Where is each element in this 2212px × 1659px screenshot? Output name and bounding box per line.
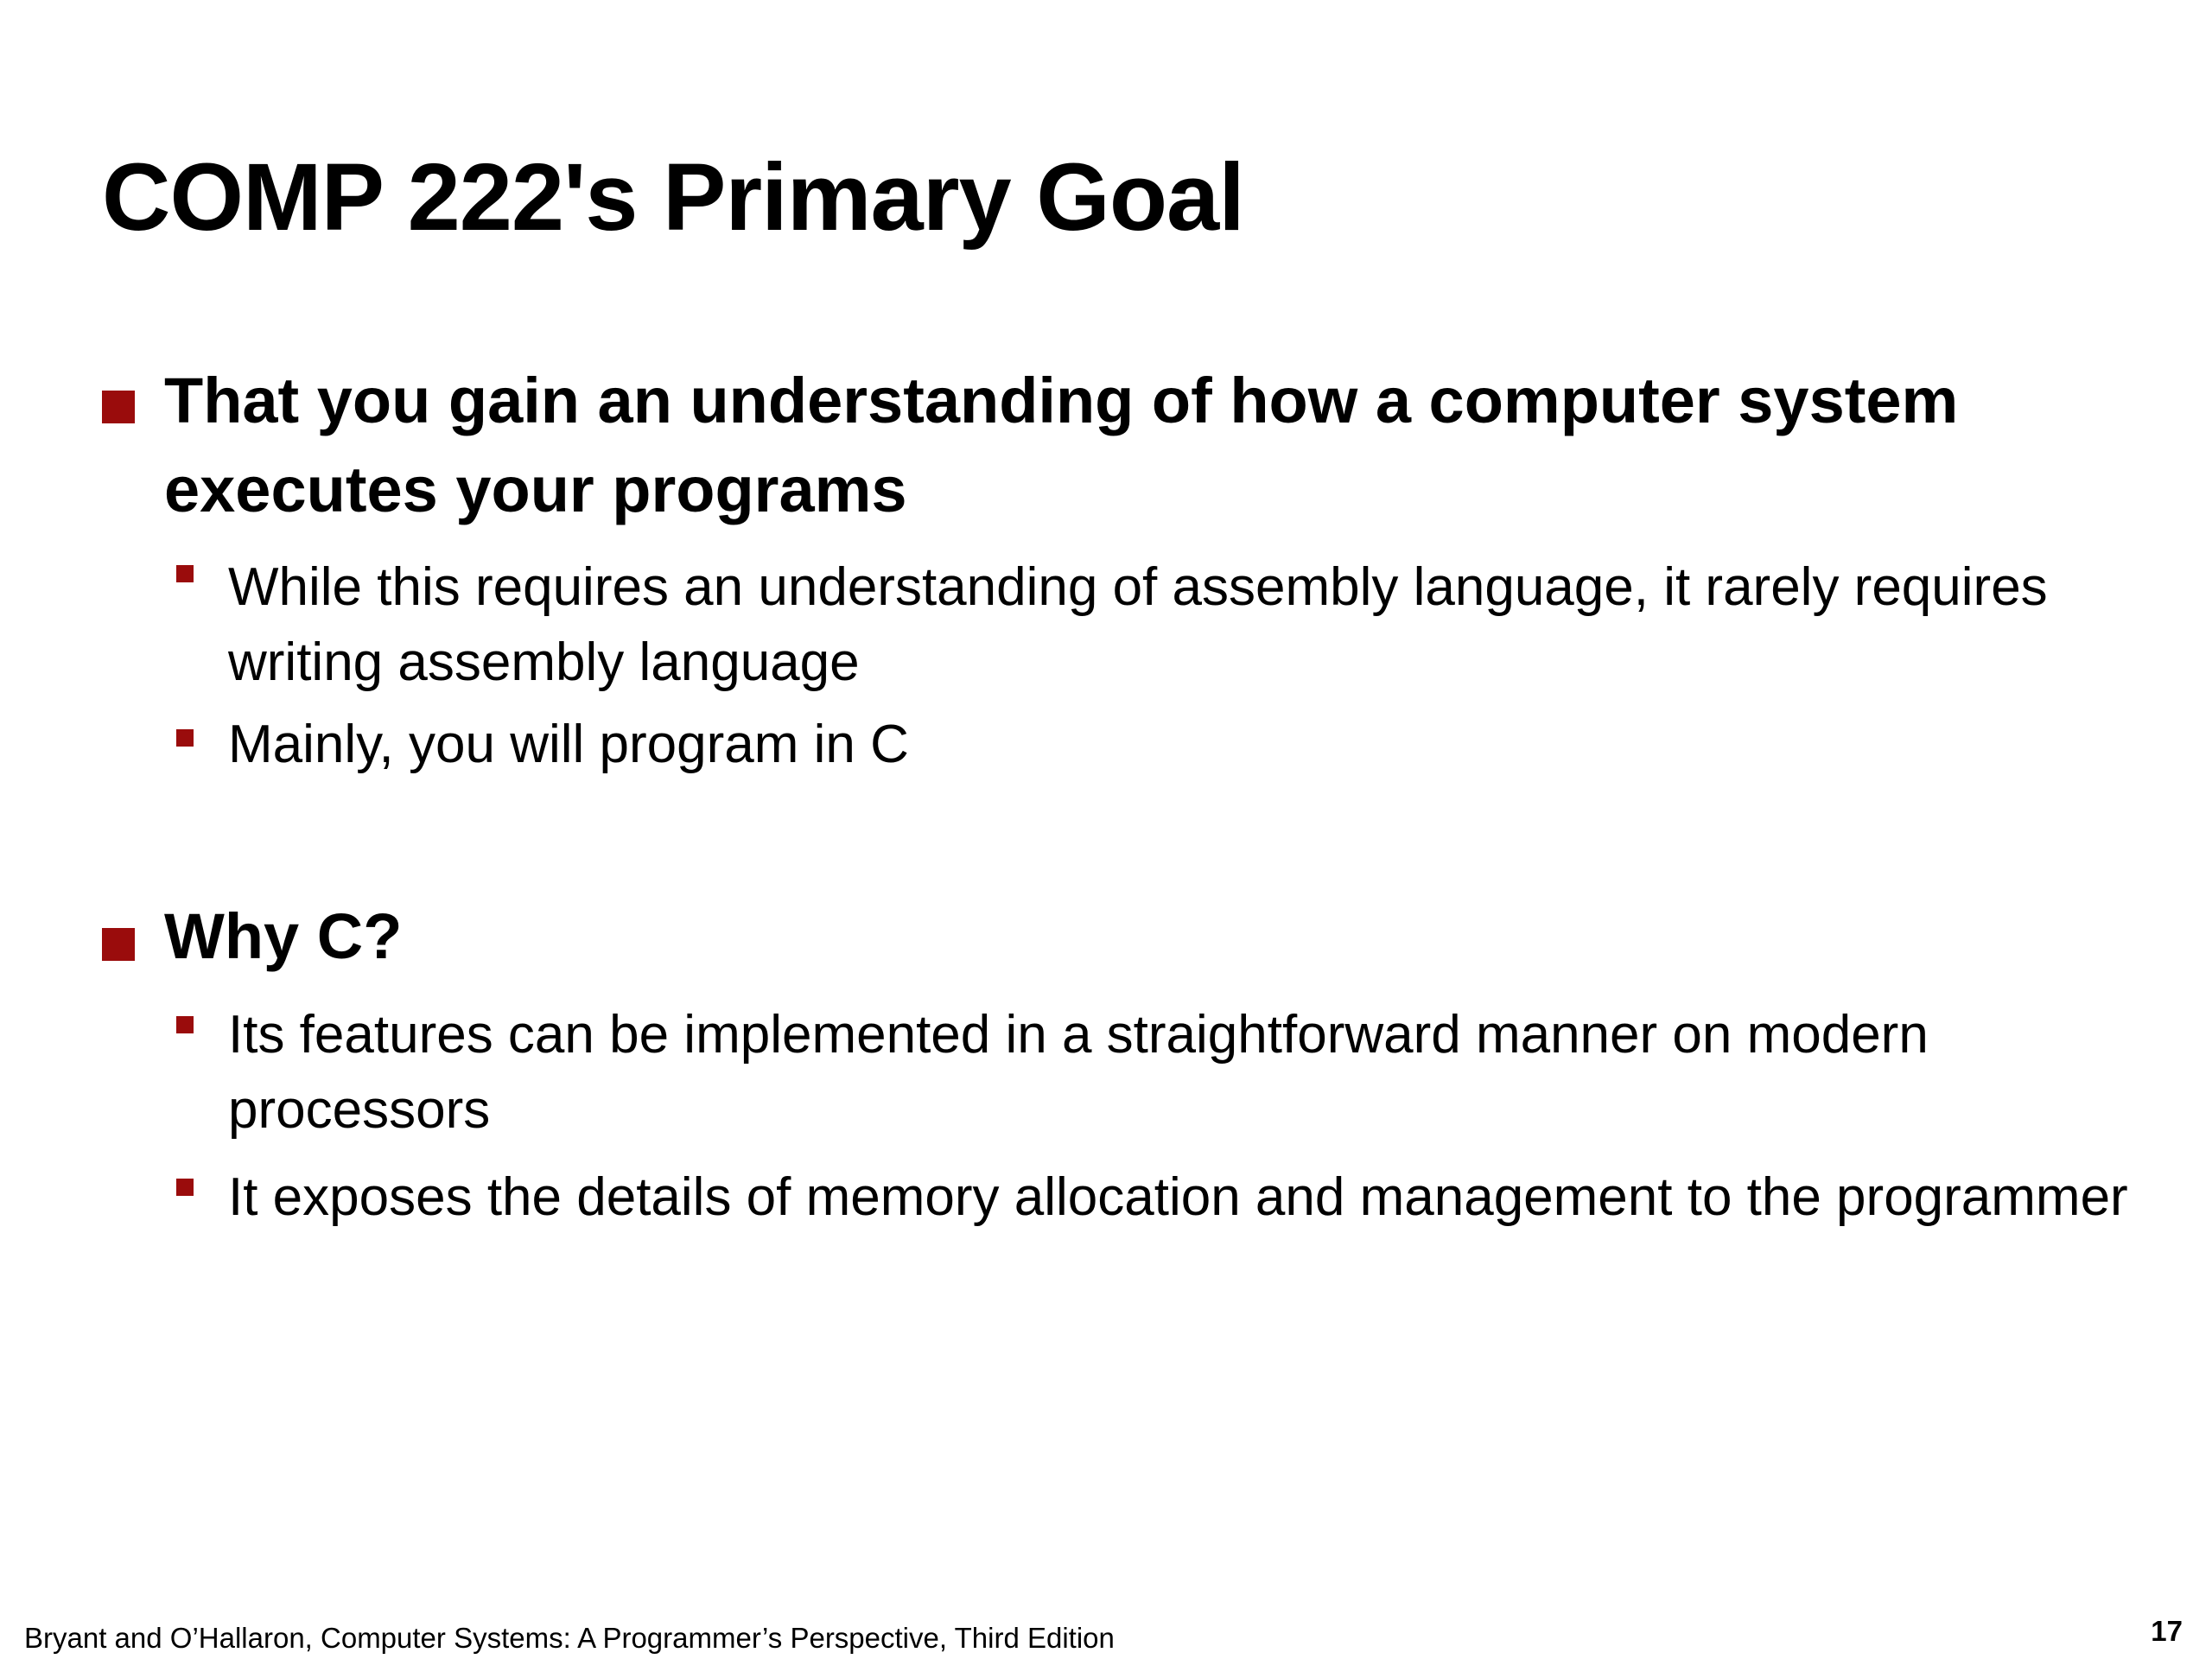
square-bullet-icon [102,391,135,423]
square-bullet-icon [176,565,194,582]
sub-bullet-text: It exposes the details of memory allocation and management to the programmer [228,1167,2128,1227]
square-bullet-icon [176,1179,194,1196]
square-bullet-icon [176,1016,194,1033]
bullet-text: That you gain an understanding of how a computer system executes your programs [164,365,1959,525]
slide-title: COMP 222's Primary Goal [102,144,1244,251]
sub-bullet-text: Mainly, you will program in C [228,715,909,774]
square-bullet-icon [176,729,194,747]
sub-bullet-text: While this requires an understanding of assembly language, it rarely requires writing assembly language [228,557,2048,692]
sub-bullet-text: Its features can be implemented in a straightforward manner on modern processors [228,1005,1929,1140]
square-bullet-icon [102,928,135,961]
bullet-text: Why C? [164,900,403,972]
page-number: 17 [2151,1615,2183,1647]
footer-citation: Bryant and O’Hallaron, Computer Systems: A Programmer’s Perspective, Third Edition [24,1622,1115,1654]
